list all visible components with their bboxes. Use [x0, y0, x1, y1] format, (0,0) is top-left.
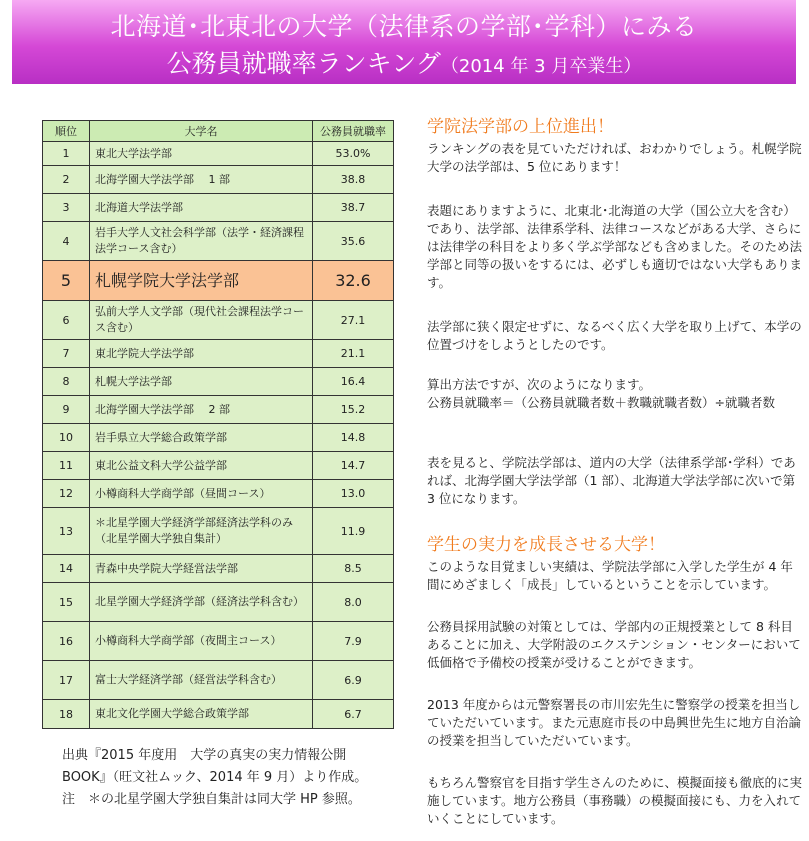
section-1-p2: 表題にありますように、北東北･北海道の大学（国公立大を含む）であり、法学部、法律系学科、法律コースなどがある大学、さらには法律学の科目をより多く学ぶ学部なども含めました。そのため法学部と同等の扱いをするには、必ずしも適切ではない大学もあります。 [427, 203, 803, 290]
row-rank: 18 [43, 700, 90, 729]
header-rate: 公務員就職率 [313, 121, 394, 142]
row-rate: 13.0 [313, 480, 394, 508]
title-line-2 [12, 44, 796, 80]
section-1-intro [427, 118, 805, 176]
row-rank: 3 [43, 194, 90, 222]
table-row-highlight [43, 261, 394, 301]
row-rate: 8.5 [313, 555, 394, 583]
row-name: 北海学園大学法学部 1 部 [90, 166, 313, 194]
table-row [43, 368, 394, 396]
row-name: 青森中央学院大学経営法学部 [90, 555, 313, 583]
section-2-p2-block [427, 618, 805, 672]
title-line-1: 北海道･北東北の大学（法律系の学部･学科）にみる [110, 12, 698, 41]
section-2-p3: 2013 年度からは元警察署長の市川宏先生に警察学の授業を担当していただいています。また元恵庭市長の中島興世先生に地方自治論の授業を担当していただいています。 [427, 697, 802, 748]
section-1-formula-block [427, 376, 805, 412]
row-rate: 8.0 [313, 583, 394, 622]
row-rate: 7.9 [313, 622, 394, 661]
row-rank: 15 [43, 583, 90, 622]
source-line-3: 注 ＊の北星学園大学独自集計は同大学 HP 参照。 [62, 792, 361, 807]
row-rank: 16 [43, 622, 90, 661]
row-name: 弘前大学人文学部（現代社会課程法学コース含む） [90, 301, 313, 340]
row-name: 小樽商科大学商学部（夜間主コース） [90, 622, 313, 661]
row-name: 北星学園大学経済学部（経済法学科含む） [90, 583, 313, 622]
row-rate: 27.1 [313, 301, 394, 340]
section-1-p5: 表を見ると、学院法学部は、道内の大学（法律系学部･学科）であれば、北海学園大学法学部（1 部）、北海道大学法学部に次いで第 3 位になります。 [427, 455, 796, 506]
table-row [43, 166, 394, 194]
table-row [43, 661, 394, 700]
source-line-2: BOOK』（旺文社ムック、2014 年 9 月）より作成。 [62, 770, 368, 785]
row-rank: 5 [43, 261, 90, 301]
row-name: 東北大学法学部 [90, 142, 313, 166]
section-2-heading: 学生の実力を成長させる大学！ [427, 535, 665, 555]
row-name: 富士大学経済学部（経営法学科含む） [90, 661, 313, 700]
source-line-1: 出典『2015 年度用 大学の真実の実力情報公開 [62, 748, 347, 763]
section-2-p4: もちろん警察官を目指す学生さんのために、模擬面接も徹底的に実施しています。地方公務員（事務職）の模擬面接にも、力を入れていくことにしています。 [427, 775, 803, 826]
title-banner [12, 0, 796, 84]
table-header-row [43, 121, 394, 142]
row-rank: 7 [43, 340, 90, 368]
row-rate: 14.7 [313, 452, 394, 480]
table-row [43, 340, 394, 368]
section-1-p3: 法学部に狭く限定せずに、なるべく広く大学を取り上げて、本学の位置づけをしようとしたのです。 [427, 319, 802, 352]
row-name: 岩手県立大学総合政策学部 [90, 424, 313, 452]
row-rank: 8 [43, 368, 90, 396]
row-rate: 14.8 [313, 424, 394, 452]
row-rank: 4 [43, 222, 90, 261]
row-name: 札幌大学法学部 [90, 368, 313, 396]
section-1-p5-block [427, 454, 805, 508]
row-name: 札幌学院大学法学部 [90, 261, 313, 301]
section-2-p4-block [427, 774, 805, 828]
row-name: 北海学園大学法学部 2 部 [90, 396, 313, 424]
section-2-p1: このような目覚ましい実績は、学院法学部に入学した学生が 4 年間にめざましく「成長」しているということを示しています。 [427, 559, 793, 592]
section-1-p4a: 算出方法ですが、次のようになります。 [427, 377, 652, 392]
section-1-p4b: 公務員就職率＝（公務員就職者数＋教職就職者数）÷就職者数 [427, 395, 775, 410]
row-rate: 6.7 [313, 700, 394, 729]
row-rank: 6 [43, 301, 90, 340]
row-name: 東北学院大学法学部 [90, 340, 313, 368]
row-rate: 32.6 [313, 261, 394, 301]
row-rank: 11 [43, 452, 90, 480]
table-row [43, 142, 394, 166]
section-1-p3-block [427, 318, 805, 354]
table-row [43, 700, 394, 729]
table-row [43, 452, 394, 480]
row-rate: 21.1 [313, 340, 394, 368]
header-rank: 順位 [43, 121, 90, 142]
source-note [62, 745, 402, 811]
table-row [43, 508, 394, 555]
table-row [43, 583, 394, 622]
row-rank: 12 [43, 480, 90, 508]
row-rank: 1 [43, 142, 90, 166]
table-row [43, 424, 394, 452]
title-main: 公務員就職率ランキング [166, 49, 441, 78]
row-name: 東北公益文科大学公益学部 [90, 452, 313, 480]
row-rate: 38.7 [313, 194, 394, 222]
row-rate: 38.8 [313, 166, 394, 194]
row-rate: 6.9 [313, 661, 394, 700]
row-rank: 10 [43, 424, 90, 452]
row-rank: 9 [43, 396, 90, 424]
header-university: 大学名 [90, 121, 313, 142]
row-rank: 2 [43, 166, 90, 194]
table-row [43, 622, 394, 661]
ranking-table [42, 120, 394, 729]
table-row [43, 480, 394, 508]
section-1-p2-block [427, 202, 805, 292]
title-subtitle: （2014 年 3 月卒業生） [440, 56, 642, 77]
row-rank: 17 [43, 661, 90, 700]
table-row [43, 555, 394, 583]
row-name: 東北文化学園大学総合政策学部 [90, 700, 313, 729]
table-row [43, 301, 394, 340]
section-1-heading: 学院法学部の上位進出！ [427, 117, 614, 137]
row-rate: 53.0% [313, 142, 394, 166]
row-name: 岩手大学人文社会科学部（法学・経済課程法学コース含む） [90, 222, 313, 261]
row-rate: 35.6 [313, 222, 394, 261]
row-name: ＊北星学園大学経済学部経済法学科のみ（北星学園大学独自集計） [90, 508, 313, 555]
row-name: 小樽商科大学商学部（昼間コース） [90, 480, 313, 508]
table-row [43, 194, 394, 222]
row-rate: 11.9 [313, 508, 394, 555]
table-row [43, 222, 394, 261]
section-2-p2: 公務員採用試験の対策としては、学部内の正規授業として 8 科目あることに加え、大学附設のエクステンション・センターにおいて低価格で予備校の授業が受けることができます。 [427, 619, 801, 670]
section-2-p3-block [427, 696, 805, 750]
row-rank: 13 [43, 508, 90, 555]
row-rank: 14 [43, 555, 90, 583]
row-rate: 15.2 [313, 396, 394, 424]
table-row [43, 396, 394, 424]
section-1-p1: ランキングの表を見ていただければ、おわかりでしょう。札幌学院大学の法学部は、5 位にあります！ [427, 141, 802, 174]
row-name: 北海道大学法学部 [90, 194, 313, 222]
section-2 [427, 536, 805, 594]
row-rate: 16.4 [313, 368, 394, 396]
